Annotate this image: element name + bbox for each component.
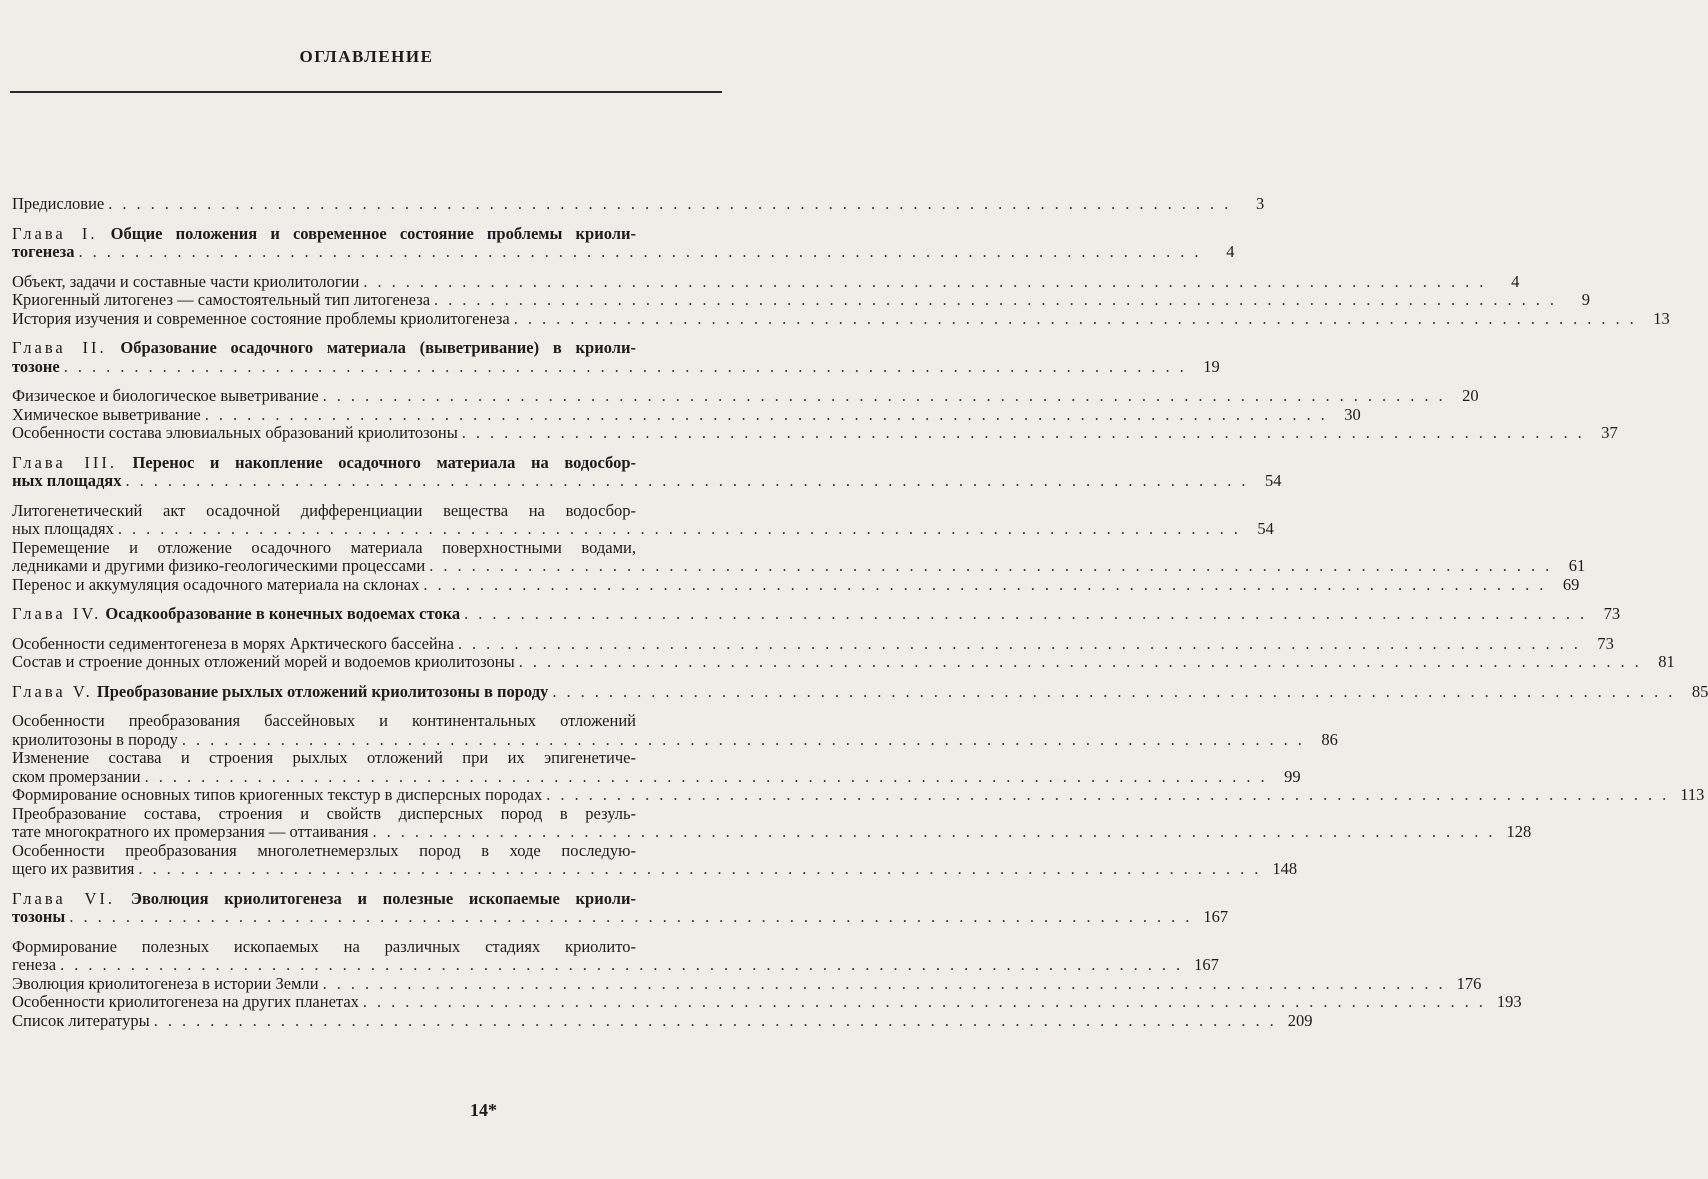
entry-text-line [12, 557, 425, 576]
entry-title: Перемещение и отложение осадочного материала поверхностными водами, [12, 537, 636, 557]
entry-title: Список литературы [12, 1010, 150, 1030]
toc-group [12, 452, 1282, 491]
entry-text-line [12, 890, 636, 909]
entry-title: Особенности состава элювиальных образований криолитозоны [12, 423, 458, 442]
dot-leader: ................................................................................ [125, 471, 1256, 490]
entry-text-line [12, 273, 359, 292]
page-title: ОГЛАВЛЕНИЕ [299, 47, 434, 66]
table-of-contents [12, 194, 1708, 1030]
dot-leader: ................................................................................ [461, 423, 1592, 442]
dot-leader: ................................................................................ [518, 652, 1649, 671]
toc-section-entry[interactable] [12, 290, 1591, 310]
entry-text-line [12, 786, 542, 805]
toc-line [12, 308, 1670, 329]
toc-line [12, 471, 1282, 491]
entry-title: щего их развития [12, 859, 135, 878]
toc-group [12, 936, 1522, 1031]
entry-title: Формирование основных типов криогенных текстур в дисперсных породах [12, 785, 543, 804]
dot-leader: ................................................................................ [108, 194, 1239, 213]
toc-line [12, 766, 1301, 787]
toc-line [12, 785, 1705, 805]
entry-text-line [12, 310, 510, 329]
dot-leader: ................................................................................ [457, 633, 1588, 653]
chapter-number: Глава III. [12, 452, 117, 472]
entry-text-line [12, 653, 515, 672]
entry-text-line [12, 805, 636, 824]
entry-text-line [12, 823, 369, 842]
entry-title: Объект, задачи и составные части криолитологии [12, 271, 360, 291]
toc-line [12, 938, 658, 957]
toc-chapter-entry[interactable] [12, 604, 1621, 624]
entry-text-line [12, 225, 636, 244]
dot-leader: ................................................................................ [204, 404, 1335, 424]
toc-line [12, 805, 658, 824]
toc-line [12, 502, 658, 521]
toc-section-entry[interactable] [12, 271, 1520, 292]
entry-title: криолитозоны в породу [12, 729, 178, 749]
entry-title: ском промерзании [12, 766, 141, 786]
page-number: 69 [1562, 574, 1580, 594]
entry-text-line [12, 424, 458, 443]
entry-title: Образование осадочного материала (выветривание) в криоли- [120, 338, 636, 357]
toc-section-entry[interactable] [12, 386, 1479, 406]
page-number: 3 [1256, 194, 1265, 213]
toc-section-entry[interactable] [12, 748, 1301, 786]
entry-title: Общие положения и современное состояние проблемы криоли- [110, 223, 636, 243]
toc-line [12, 973, 1482, 994]
toc-section-entry[interactable] [12, 537, 1586, 576]
toc-section-entry[interactable] [12, 404, 1361, 425]
dot-leader: ................................................................................ [144, 766, 1275, 786]
toc-line [12, 519, 1274, 539]
toc-line [12, 859, 1298, 879]
dot-leader: ................................................................................ [372, 822, 1503, 841]
dot-leader: ................................................................................ [434, 290, 1565, 309]
page-number: 73 [1597, 633, 1614, 653]
toc-line [12, 225, 658, 244]
toc-section-entry[interactable] [12, 574, 1580, 595]
toc-line [12, 356, 1220, 377]
entry-title: тогенеза [12, 242, 75, 261]
entry-title: тате многократного их промерзания — оттаивания [12, 822, 369, 841]
dot-leader: ................................................................................ [429, 556, 1560, 575]
entry-text-line [12, 539, 636, 558]
page-number: 54 [1257, 519, 1274, 538]
toc-line [12, 955, 1219, 975]
entry-title: ных площадях [12, 519, 114, 538]
toc-group [12, 888, 1229, 927]
toc-line [12, 404, 1361, 425]
toc-section-entry[interactable] [12, 633, 1614, 654]
chapter-number: Глава II. [12, 338, 107, 357]
entry-title: Перенос и накопление осадочного материала на водосбор- [132, 452, 636, 472]
toc-section-entry[interactable] [12, 973, 1482, 994]
toc-group [12, 500, 1586, 595]
entry-text-line [12, 683, 548, 702]
entry-text-line [12, 842, 636, 861]
toc-section-entry[interactable] [12, 840, 1298, 879]
chapter-number: Глава V. [12, 681, 93, 701]
entry-title: Криогенный литогенез — самостоятельный тип литогенеза [12, 290, 431, 309]
toc-section-entry[interactable] [12, 308, 1670, 329]
entry-text-line [12, 339, 636, 358]
toc-section-entry[interactable] [12, 785, 1705, 805]
toc-line [12, 729, 1338, 750]
entry-text-line [12, 731, 178, 750]
toc-line [12, 842, 658, 861]
toc-chapter-entry[interactable] [12, 452, 1282, 491]
toc-line [12, 890, 658, 909]
entry-text-line [12, 454, 636, 473]
toc-line [12, 423, 1618, 443]
toc-line [12, 386, 1479, 406]
page-number: 128 [1506, 822, 1532, 841]
toc-line [12, 712, 658, 731]
entry-title: Осадкообразование в конечных водоемах стока [105, 604, 461, 623]
chapter-number: Глава IV. [12, 604, 102, 623]
entry-title: ледниками и другими физико-геологическими процессами [12, 556, 426, 575]
toc-group [12, 604, 1621, 624]
toc-group [12, 223, 1235, 262]
entry-title: Особенности криолитогенеза на других планетах [12, 992, 359, 1011]
dot-leader: ................................................................................ [60, 955, 1191, 974]
entry-title: Перенос и аккумуляция осадочного материала на склонах [12, 574, 420, 594]
entry-text-line [12, 860, 134, 879]
page-number: 99 [1284, 766, 1301, 786]
page-number: 193 [1496, 992, 1522, 1011]
signature-mark: 14* [470, 1100, 497, 1120]
entry-text-line [12, 712, 636, 731]
header-divider [10, 91, 722, 93]
toc-chapter-entry[interactable] [12, 888, 1229, 927]
page-number: 37 [1601, 423, 1618, 442]
entry-text-line [12, 749, 636, 768]
dot-leader: ................................................................................ [464, 604, 1595, 623]
entry-title: Особенности преобразования бассейновых и континентальных отложений [12, 711, 636, 730]
page-number: 13 [1653, 308, 1670, 328]
page-number: 176 [1456, 973, 1482, 993]
entry-text-line [12, 956, 56, 975]
toc-group [12, 681, 1708, 702]
entry-title: Эволюция криолитогенеза в истории Земли [12, 973, 319, 993]
toc-line [12, 681, 1708, 702]
entry-text-line [12, 938, 636, 957]
toc-line [12, 539, 658, 558]
entry-text-line [12, 605, 460, 624]
dot-leader: ................................................................................ [138, 859, 1269, 878]
page-number: 86 [1321, 729, 1338, 749]
entry-text-line [12, 908, 65, 927]
toc-line [12, 574, 1580, 595]
page-number: 113 [1680, 785, 1705, 804]
toc-section-entry[interactable] [12, 194, 1265, 214]
toc-section-entry[interactable] [12, 423, 1618, 443]
page-number: 9 [1581, 290, 1591, 309]
page-number: 81 [1658, 652, 1675, 671]
entry-title: Физическое и биологическое выветривание [12, 386, 319, 405]
dot-leader: ................................................................................ [322, 973, 1453, 993]
entry-title: Преобразование рыхлых отложений криолитозоны в породу [96, 681, 549, 701]
entry-text-line [12, 635, 454, 654]
entry-title: Состав и строение донных отложений морей и водоемов криолитозоны [12, 652, 515, 671]
page-number: 148 [1272, 859, 1298, 878]
dot-leader: ................................................................................ [78, 242, 1209, 261]
toc-section-entry[interactable] [12, 652, 1675, 672]
toc-line [12, 194, 1265, 214]
toc-section-entry[interactable] [12, 936, 1219, 975]
entry-text-line [12, 576, 419, 595]
entry-text-line [12, 472, 121, 491]
entry-text-line [12, 1012, 150, 1031]
toc-line [12, 271, 1520, 292]
dot-leader: ................................................................................ [63, 356, 1194, 376]
page-number: 85 [1691, 681, 1708, 701]
page-number: 73 [1603, 604, 1621, 623]
toc-group [12, 633, 1675, 672]
toc-line [12, 822, 1532, 842]
toc-line [12, 556, 1586, 576]
page-number: 4 [1511, 271, 1520, 291]
entry-text-line [12, 520, 114, 539]
toc-section-entry[interactable] [12, 1010, 1313, 1031]
dot-leader: ................................................................................ [513, 308, 1644, 328]
toc-group [12, 386, 1618, 443]
page-number: 30 [1344, 404, 1361, 424]
toc-section-entry[interactable] [12, 803, 1532, 842]
entry-text-line [12, 387, 319, 406]
toc-line [12, 339, 658, 358]
toc-group [12, 338, 1220, 376]
toc-line [12, 907, 1229, 927]
toc-chapter-entry[interactable] [12, 681, 1708, 702]
toc-section-entry[interactable] [12, 711, 1338, 749]
toc-line [12, 749, 658, 768]
toc-line [12, 242, 1235, 262]
toc-line [12, 1010, 1313, 1031]
entry-title: История изучения и современное состояние проблемы криолитогенеза [12, 308, 510, 328]
toc-line [12, 992, 1522, 1012]
page-number: 167 [1194, 955, 1219, 974]
toc-group [12, 271, 1670, 329]
entry-title: Изменение состава и строения рыхлых отложений при их эпигенетиче- [12, 748, 636, 767]
dot-leader: ................................................................................ [181, 729, 1312, 749]
entry-text-line [12, 243, 74, 262]
dot-leader: ................................................................................ [362, 992, 1493, 1011]
toc-line [12, 454, 658, 473]
page-number: 4 [1226, 242, 1235, 261]
toc-section-entry[interactable] [12, 992, 1522, 1012]
dot-leader: ................................................................................ [69, 907, 1200, 926]
toc-group [12, 711, 1705, 879]
toc-chapter-entry[interactable] [12, 338, 1220, 376]
dot-leader: ................................................................................ [363, 271, 1494, 291]
entry-title: Особенности седиментогенеза в морях Арктического бассейна [12, 633, 454, 653]
dot-leader: ................................................................................ [546, 785, 1677, 804]
entry-title: тозоне [12, 356, 60, 376]
entry-text-line [12, 975, 319, 994]
toc-section-entry[interactable] [12, 500, 1274, 539]
entry-text-line [12, 195, 104, 214]
dot-leader: ................................................................................ [153, 1010, 1284, 1030]
entry-title: Формирование полезных ископаемых на различных стадиях криолито- [12, 936, 636, 956]
entry-text-line [12, 291, 430, 310]
entry-text-line [12, 993, 359, 1012]
page-number: 54 [1264, 471, 1282, 490]
chapter-number: Глава I. [12, 223, 98, 243]
dot-leader: ................................................................................ [322, 386, 1453, 405]
entry-title: тозоны [12, 907, 66, 926]
toc-line [12, 290, 1591, 310]
page-number: 20 [1462, 386, 1479, 405]
entry-text-line [12, 358, 60, 377]
entry-text-line [12, 502, 636, 521]
toc-line [12, 652, 1675, 672]
dot-leader: ................................................................................ [552, 681, 1683, 701]
entry-text-line [12, 406, 201, 425]
dot-leader: ................................................................................ [117, 519, 1248, 538]
entry-title: Особенности преобразования многолетнемерзлых пород в ходе последую- [12, 840, 636, 860]
dot-leader: ................................................................................ [423, 574, 1554, 594]
chapter-number: Глава VI. [12, 888, 116, 908]
entry-title: Предисловие [12, 194, 105, 213]
page-number: 61 [1568, 556, 1586, 575]
toc-group [12, 194, 1265, 214]
toc-chapter-entry[interactable] [12, 223, 1235, 262]
toc-line [12, 604, 1621, 624]
entry-title: ных площадях [12, 471, 122, 490]
page-number: 209 [1287, 1010, 1313, 1030]
entry-title: Литогенетический акт осадочной дифференциации вещества на водосбор- [12, 500, 636, 520]
toc-line [12, 633, 1614, 654]
entry-title: Эволюция криолитогенеза и полезные ископаемые криоли- [130, 888, 636, 908]
page-number: 167 [1203, 907, 1229, 926]
entry-title: Химическое выветривание [12, 404, 201, 424]
entry-title: генеза [12, 955, 57, 974]
entry-title: Преобразование состава, строения и свойств дисперсных пород в резуль- [12, 803, 636, 823]
page-number: 19 [1203, 356, 1220, 376]
entry-text-line [12, 768, 141, 787]
